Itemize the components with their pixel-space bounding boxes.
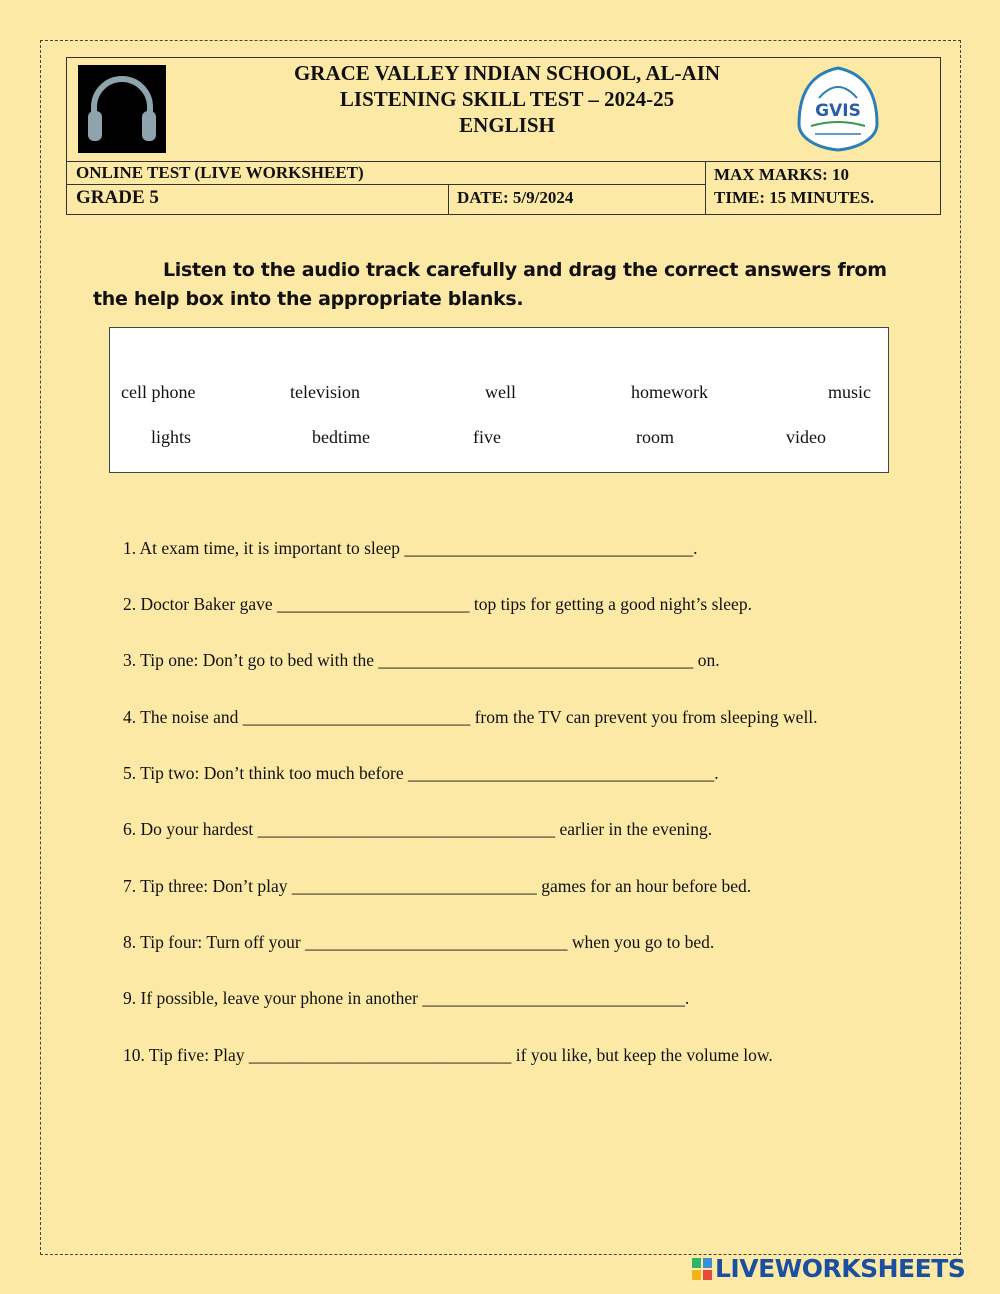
question-8[interactable]: 8. Tip four: Turn off your ______________________________ when you go to bed. bbox=[123, 932, 715, 952]
header-top-row bbox=[67, 58, 940, 162]
question-3[interactable]: 3. Tip one: Don’t go to bed with the ____________________________________ on. bbox=[123, 650, 720, 670]
instructions: Listen to the audio track carefully and drag the correct answers from the help box into the appropriate blanks. bbox=[93, 259, 887, 310]
time-limit: TIME: 15 MINUTES. bbox=[714, 188, 875, 207]
help-word-bedtime[interactable]: bedtime bbox=[312, 427, 370, 447]
question-4[interactable]: 4. The noise and __________________________ from the TV can prevent you from sleeping well. bbox=[123, 707, 818, 727]
help-word-lights[interactable]: lights bbox=[151, 427, 192, 447]
help-word-homework[interactable]: homework bbox=[631, 382, 708, 402]
page-border bbox=[40, 40, 961, 1255]
question-7[interactable]: 7. Tip three: Don’t play ____________________________ games for an hour before bed. bbox=[123, 876, 752, 896]
question-6[interactable]: 6. Do your hardest __________________________________ earlier in the evening. bbox=[123, 819, 713, 839]
help-word-television[interactable]: television bbox=[290, 382, 360, 402]
help-word-cell-phone[interactable]: cell phone bbox=[121, 382, 196, 402]
school-name: GRACE VALLEY INDIAN SCHOOL, AL-AIN bbox=[293, 61, 721, 85]
question-2[interactable]: 2. Doctor Baker gave ______________________ top tips for getting a good night’s sleep. bbox=[123, 594, 752, 614]
watermark-text: LIVEWORKSHEETS bbox=[715, 1254, 966, 1283]
help-box bbox=[109, 327, 889, 473]
help-word-music[interactable]: music bbox=[828, 382, 871, 402]
max-marks: MAX MARKS: 10 bbox=[714, 165, 850, 184]
school-title bbox=[207, 60, 807, 138]
logo-text: GVIS bbox=[815, 101, 861, 121]
liveworksheets-watermark bbox=[692, 1255, 965, 1283]
liveworksheets-logo-icon bbox=[692, 1258, 712, 1280]
marks-time-cell bbox=[705, 161, 940, 215]
question-5[interactable]: 5. Tip two: Don’t think too much before ___________________________________. bbox=[123, 763, 719, 783]
question-9[interactable]: 9. If possible, leave your phone in another ______________________________. bbox=[123, 988, 690, 1008]
subject-name: ENGLISH bbox=[459, 113, 555, 137]
school-logo bbox=[789, 64, 887, 152]
question-10[interactable]: 10. Tip five: Play ______________________________ if you like, but keep the volume low. bbox=[123, 1045, 773, 1065]
test-mode: ONLINE TEST (LIVE WORKSHEET) bbox=[67, 161, 705, 185]
help-word-room[interactable]: room bbox=[636, 427, 674, 447]
grade-label: GRADE 5 bbox=[67, 185, 449, 215]
question-1[interactable]: 1. At exam time, it is important to sleep _________________________________. bbox=[123, 538, 698, 558]
help-word-video[interactable]: video bbox=[786, 427, 826, 447]
test-name: LISTENING SKILL TEST – 2024-25 bbox=[339, 87, 675, 111]
header-table bbox=[66, 57, 941, 215]
headphones-icon bbox=[78, 65, 166, 153]
date-label: DATE: 5/9/2024 bbox=[457, 188, 574, 207]
help-word-well[interactable]: well bbox=[485, 382, 516, 402]
help-word-five[interactable]: five bbox=[473, 427, 501, 447]
